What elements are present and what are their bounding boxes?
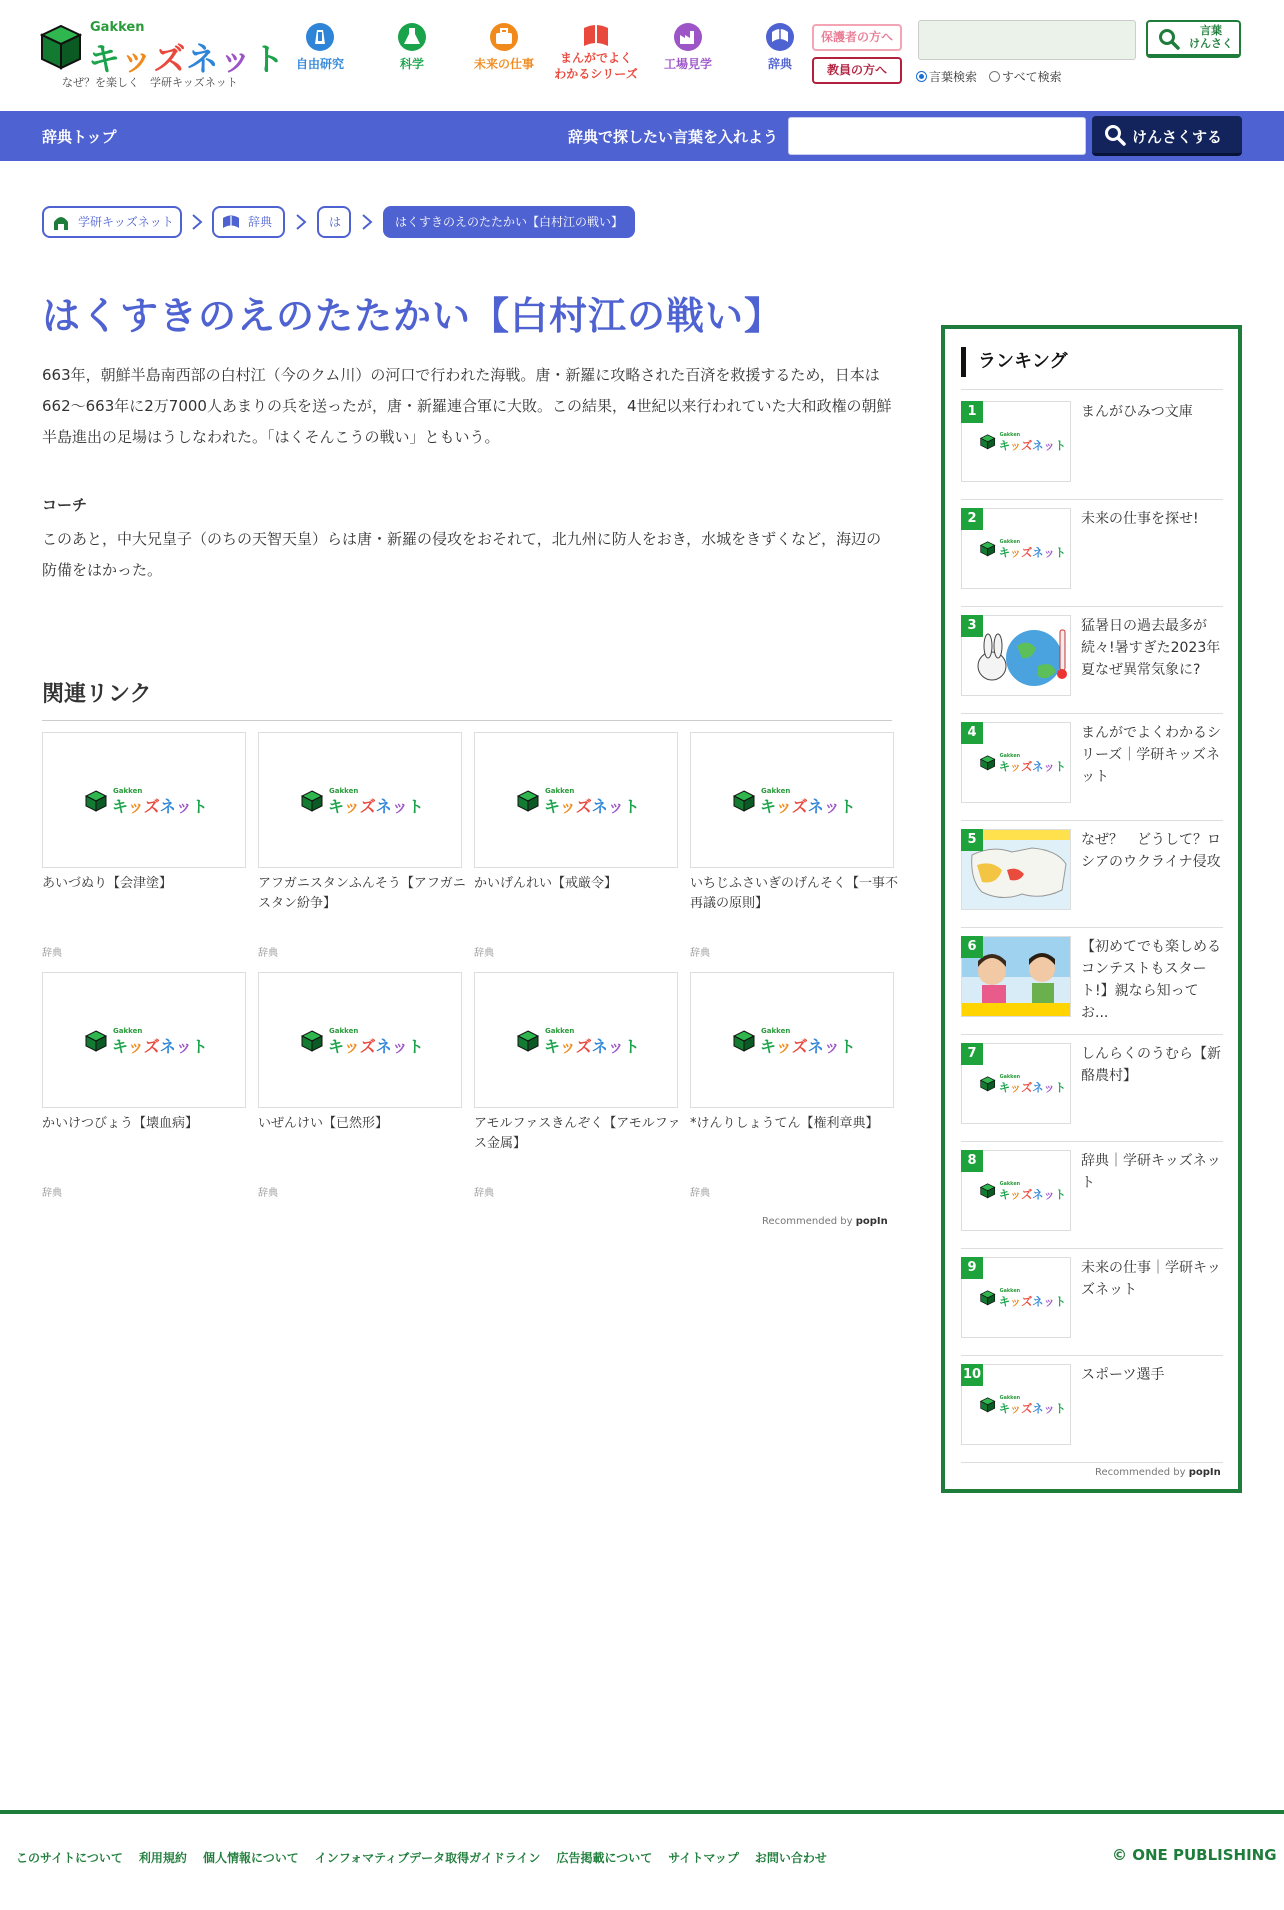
word-search-button[interactable] — [1146, 20, 1241, 58]
ranking-item[interactable] — [961, 1257, 1223, 1361]
kidsnet-logo: Gakken キッズネット — [85, 1027, 205, 1053]
kidsnet-logo: Gakken キッズネット — [980, 539, 1064, 557]
ranking-panel — [941, 325, 1242, 1493]
rank-badge: 2 — [961, 508, 983, 530]
site-logo[interactable] — [40, 20, 286, 90]
logo-tagline: なぜ？を楽しく 学研キッズネット — [62, 76, 238, 89]
ranking-item[interactable] — [961, 1150, 1223, 1254]
briefcase-icon — [489, 22, 519, 52]
kidsnet-logo: Gakken キッズネット — [980, 1074, 1064, 1092]
copyright: © ONE PUBLISHING — [1112, 1846, 1277, 1864]
rank-badge: 3 — [961, 615, 983, 637]
footer-link-privacy[interactable]: 個人情報について — [202, 1851, 299, 1865]
dictionary-search-label: けんさくする — [1132, 128, 1223, 146]
related-card-category: 辞典 — [42, 948, 62, 959]
cube-logo-icon — [733, 790, 755, 812]
footer-link-terms[interactable]: 利用規約 — [138, 1851, 187, 1865]
kidsnet-logo: Gakken キッズネット — [980, 753, 1064, 771]
radio-word-search[interactable]: 言葉検索 — [916, 70, 977, 84]
divider — [961, 927, 1223, 928]
related-card-title: アフガニスタンふんそう【アフガニスタン紛争】 — [258, 876, 466, 911]
search-icon — [1158, 28, 1180, 50]
kidsnet-logo: Gakken キッズネット — [980, 1288, 1064, 1306]
comic-book-icon — [581, 20, 611, 50]
rank-badge: 1 — [961, 401, 983, 423]
ranking-item[interactable] — [961, 1043, 1223, 1147]
factory-icon — [673, 22, 703, 52]
ranking-title: まんがでよくわかるシリーズ｜学研キッズネット — [1081, 725, 1221, 785]
footer-link-about[interactable]: このサイトについて — [16, 1851, 123, 1865]
kidsnet-logo: Gakken キッズネット — [980, 1181, 1064, 1199]
logo-name: キッズネット — [88, 40, 286, 78]
word-search-label: 言葉 けんさく — [1189, 24, 1233, 50]
related-card-thumbnail — [258, 972, 462, 1108]
ranking-title: スポーツ選手 — [1081, 1367, 1165, 1383]
rank-badge: 8 — [961, 1150, 983, 1172]
related-card-title: いちじふさいぎのげんそく【一事不再議の原則】 — [690, 876, 899, 911]
dictionary-search-button[interactable] — [1092, 116, 1242, 156]
dictionary-search-input[interactable] — [788, 117, 1086, 155]
ranking-title: まんがひみつ文庫 — [1081, 404, 1193, 420]
dictionary-top-link[interactable]: 辞典トップ — [42, 128, 117, 146]
search-icon — [1104, 124, 1126, 146]
coach-text: このあと，中大兄皇子（のちの天智天皇）らは唐・新羅の侵攻をおそれて，北九州に防人をおき，水城をきずくなど，海辺の防備をはかった。 — [42, 530, 882, 579]
cube-logo-icon — [517, 1030, 539, 1052]
footer-divider — [0, 1810, 1284, 1814]
home-icon — [52, 214, 70, 230]
ranking-heading: ランキング — [961, 347, 1067, 377]
cube-logo-icon — [85, 1030, 107, 1052]
dictionary-search-prompt: 辞典で探したい言葉を入れよう — [568, 128, 779, 146]
cube-logo-icon — [980, 1183, 995, 1198]
related-card-title: アモルファスきんぞく【アモルファス金属】 — [474, 1116, 681, 1151]
divider — [961, 499, 1223, 500]
related-card-thumbnail — [42, 972, 246, 1108]
nav-item-science[interactable] — [367, 22, 457, 72]
header-search-input[interactable] — [918, 20, 1136, 60]
divider — [961, 606, 1223, 607]
ranking-item[interactable] — [961, 1364, 1223, 1468]
recommended-by-popin[interactable]: Recommended by popIn — [1095, 1467, 1221, 1478]
related-card-title: かいけつびょう【壊血病】 — [42, 1116, 199, 1131]
cube-logo-icon — [980, 1290, 995, 1305]
divider — [961, 820, 1223, 821]
ranking-title: しんらくのうむら【新酪農村】 — [1081, 1046, 1221, 1084]
divider — [961, 1141, 1223, 1142]
kidsnet-logo: Gakken キッズネット — [733, 787, 853, 813]
footer-links — [16, 1849, 843, 1866]
site-header — [0, 0, 1284, 111]
flask-icon — [397, 22, 427, 52]
rank-badge: 6 — [961, 936, 983, 958]
dictionary-icon — [765, 22, 795, 52]
nav-label: まんがでよく わかるシリーズ — [554, 51, 638, 81]
radio-selected-icon — [916, 71, 927, 82]
kidsnet-logo: Gakken キッズネット — [980, 1395, 1064, 1413]
breadcrumb-dictionary[interactable]: 辞典 — [212, 206, 285, 238]
nav-item-future-jobs[interactable] — [459, 22, 549, 72]
radio-unselected-icon — [989, 71, 1000, 82]
related-card-title: *けんりしょうてん【権利章典】 — [690, 1116, 879, 1131]
rank-badge: 10 — [961, 1364, 983, 1386]
footer-link-sitemap[interactable]: サイトマップ — [668, 1851, 739, 1865]
chevron-right-icon — [190, 214, 204, 230]
divider — [961, 1034, 1223, 1035]
coach-heading: コーチ — [42, 496, 88, 514]
related-card-thumbnail — [42, 732, 246, 868]
related-card-category: 辞典 — [258, 1188, 278, 1199]
ranking-title: 辞典｜学研キッズネット — [1081, 1153, 1221, 1191]
ranking-item[interactable] — [961, 508, 1223, 612]
divider — [961, 713, 1223, 714]
cube-logo-icon — [733, 1030, 755, 1052]
dictionary-icon — [222, 214, 240, 230]
cube-logo-icon — [517, 790, 539, 812]
nav-label: 辞典 — [767, 57, 792, 71]
ranking-title: 【初めてでも楽しめるコンテストもスタート!】親なら知ってお... — [1081, 939, 1221, 1021]
nav-item-manga-series[interactable] — [551, 20, 641, 82]
related-card-thumbnail — [690, 732, 894, 868]
related-card-title: いぜんけい【已然形】 — [258, 1116, 389, 1131]
cube-logo-icon — [980, 755, 995, 770]
kidsnet-logo: Gakken キッズネット — [980, 432, 1064, 450]
related-card-thumbnail — [690, 972, 894, 1108]
kidsnet-logo: Gakken キッズネット — [301, 787, 421, 813]
ranking-item[interactable] — [961, 401, 1223, 505]
footer-link-contact[interactable]: お問い合わせ — [754, 1851, 827, 1865]
ranking-item[interactable] — [961, 722, 1223, 826]
dictionary-search-bar — [0, 111, 1284, 161]
research-icon — [305, 22, 335, 52]
breadcrumb-home[interactable]: 学研キッズネット — [42, 206, 182, 238]
nav-label: 自由研究 — [295, 57, 344, 71]
related-card-title: かいげんれい【戒厳令】 — [474, 876, 618, 891]
cube-logo-icon — [301, 1030, 323, 1052]
nav-item-research[interactable] — [275, 22, 365, 72]
cube-logo-icon — [85, 790, 107, 812]
rank-badge: 9 — [961, 1257, 983, 1279]
breadcrumb-current: はくすきのえのたたかい【白村江の戦い】 — [383, 206, 635, 238]
cube-logo-icon — [980, 1076, 995, 1091]
related-card-category: 辞典 — [474, 948, 494, 959]
related-links-heading: 関連リンク — [42, 682, 152, 707]
kidsnet-logo: Gakken キッズネット — [301, 1027, 421, 1053]
cube-logo-icon — [40, 24, 82, 70]
kidsnet-logo: Gakken キッズネット — [85, 787, 205, 813]
logo-brand: Gakken — [90, 20, 145, 35]
nav-label: 科学 — [399, 57, 424, 71]
nav-label: 未来の仕事 — [473, 57, 534, 71]
ranking-item[interactable] — [961, 615, 1223, 719]
related-card-category: 辞典 — [258, 948, 278, 959]
teacher-button[interactable]: 教員の方へ — [812, 57, 902, 84]
divider — [961, 1355, 1223, 1356]
cube-logo-icon — [980, 541, 995, 556]
breadcrumb-letter[interactable]: は — [317, 206, 351, 238]
cube-logo-icon — [980, 1397, 995, 1412]
ranking-title: 未来の仕事を探せ! — [1081, 511, 1199, 527]
kidsnet-logo: Gakken キッズネット — [517, 1027, 637, 1053]
page-title: はくすきのえのたたかい【白村江の戦い】 — [42, 294, 784, 338]
search-scope-radios — [916, 68, 1070, 85]
ranking-item[interactable] — [961, 829, 1223, 933]
related-card-category: 辞典 — [474, 1188, 494, 1199]
guardian-button[interactable]: 保護者の方へ — [812, 24, 902, 51]
chevron-right-icon — [294, 214, 308, 230]
footer-link-advertising[interactable]: 広告掲載について — [556, 1851, 653, 1865]
divider — [961, 1462, 1223, 1463]
footer-link-data-guideline[interactable]: インフォマティブデータ取得ガイドライン — [314, 1851, 541, 1865]
cube-logo-icon — [980, 434, 995, 449]
related-card-title: あいづぬり【会津塗】 — [42, 876, 173, 891]
related-card-thumbnail — [474, 972, 678, 1108]
nav-label: 工場見学 — [663, 57, 712, 71]
divider — [961, 389, 1223, 390]
cube-logo-icon — [301, 790, 323, 812]
divider — [961, 1248, 1223, 1249]
chevron-right-icon — [360, 214, 374, 230]
rank-badge: 5 — [961, 829, 983, 851]
related-card-category: 辞典 — [690, 948, 710, 959]
rank-badge: 7 — [961, 1043, 983, 1065]
divider — [42, 720, 892, 721]
ranking-title: 未来の仕事｜学研キッズネット — [1081, 1260, 1221, 1298]
kidsnet-logo: Gakken キッズネット — [517, 787, 637, 813]
related-card-category: 辞典 — [690, 1188, 710, 1199]
ranking-item[interactable] — [961, 936, 1223, 1040]
recommended-by-popin[interactable]: Recommended by popIn — [762, 1216, 888, 1227]
rank-badge: 4 — [961, 722, 983, 744]
radio-all-search[interactable]: すべて検索 — [989, 70, 1062, 84]
definition-text: 663年，朝鮮半島南西部の白村江（今のクム川）の河口で行われた海戦。唐・新羅に攻略された百済を救援するため，日本は662〜663年に2万7000人あまりの兵を送ったが，唐・新羅連合軍に大敗。この結果，4世紀以来行われていた大和政権の朝鮮半島進出の足場はうしなわれた。「はくそんこうの戦い」ともいう。 — [42, 366, 892, 446]
ranking-title: 猛暑日の過去最多が続々!暑すぎた2023年夏なぜ異常気象に? — [1081, 618, 1221, 678]
ranking-title: なぜ？ どうして？ロシアのウクライナ侵攻 — [1081, 832, 1221, 870]
related-card-thumbnail — [474, 732, 678, 868]
nav-item-factory-tour[interactable] — [643, 22, 733, 72]
kidsnet-logo: Gakken キッズネット — [733, 1027, 853, 1053]
related-card-thumbnail — [258, 732, 462, 868]
related-card-category: 辞典 — [42, 1188, 62, 1199]
